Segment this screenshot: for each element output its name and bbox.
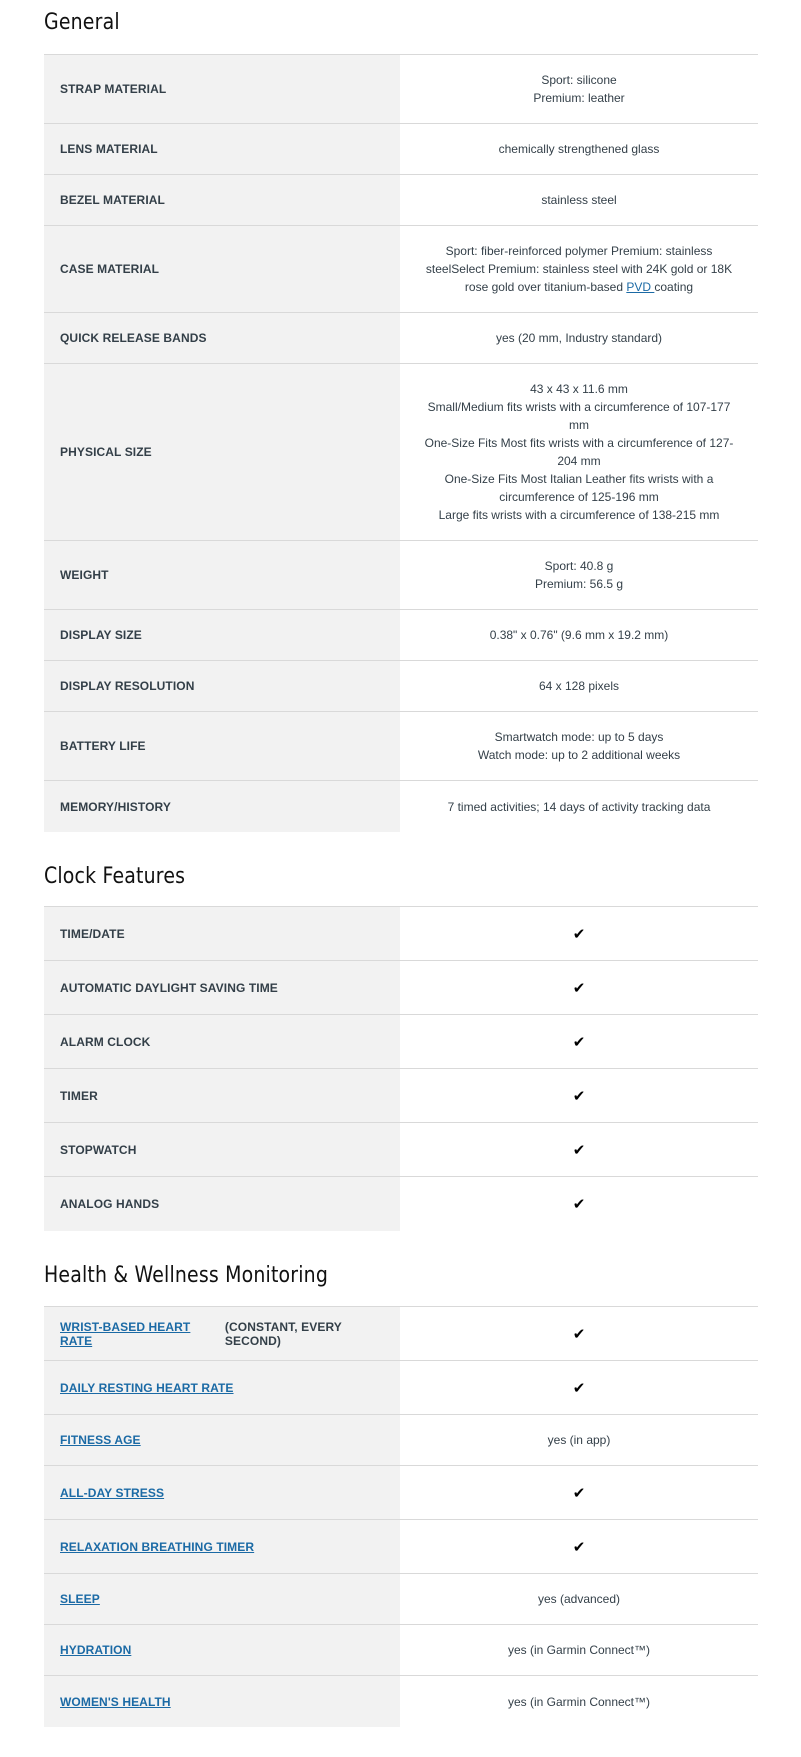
spec-value bbox=[400, 1361, 758, 1414]
hydration-link[interactable]: HYDRATION bbox=[60, 1643, 132, 1657]
spec-value bbox=[400, 961, 758, 1014]
value-line: yes (in Garmin Connect™) bbox=[507, 1694, 651, 1709]
spec-value bbox=[400, 541, 758, 609]
sleep-link[interactable]: SLEEP bbox=[60, 1592, 100, 1606]
value-line: 43 x 43 x 11.6 mm bbox=[530, 382, 628, 396]
check-icon: ✔ bbox=[572, 1483, 586, 1502]
check-icon: ✔ bbox=[572, 1195, 586, 1213]
spec-label: WEIGHT bbox=[44, 541, 400, 609]
value-text: rose gold over titanium-based bbox=[464, 280, 627, 294]
spec-label: LENS MATERIAL bbox=[44, 124, 400, 174]
value-line: Smartwatch mode: up to 5 days bbox=[494, 730, 664, 744]
spec-label bbox=[44, 1415, 400, 1465]
spec-label: CASE MATERIAL bbox=[44, 226, 400, 312]
value-line: yes (in app) bbox=[547, 1433, 611, 1447]
value-line: 64 x 128 pixels bbox=[538, 679, 620, 693]
check-icon: ✔ bbox=[572, 1378, 586, 1397]
table-row bbox=[44, 55, 758, 124]
spec-value bbox=[400, 313, 758, 363]
spec-label: BEZEL MATERIAL bbox=[44, 175, 400, 225]
pvd-link[interactable]: PVD bbox=[626, 280, 655, 294]
spec-value bbox=[400, 1676, 758, 1727]
spec-label bbox=[44, 1466, 400, 1519]
table-row bbox=[44, 1177, 758, 1231]
clock-section bbox=[44, 864, 758, 1213]
spec-value bbox=[400, 1177, 758, 1231]
spec-label: DISPLAY RESOLUTION bbox=[44, 661, 400, 711]
value-line: stainless steel bbox=[541, 193, 617, 207]
value-line: Sport: fiber-reinforced polymer Premium: stainless bbox=[445, 244, 713, 258]
value-line bbox=[465, 278, 693, 296]
health-heading: Health & Wellness Monitoring bbox=[44, 1263, 329, 1288]
value-line: Large fits wrists with a circumference of 138-215 mm bbox=[438, 508, 720, 522]
table-row bbox=[44, 1676, 758, 1727]
spec-value bbox=[400, 1069, 758, 1122]
spec-label: TIME/DATE bbox=[44, 907, 400, 960]
spec-label bbox=[44, 1307, 400, 1360]
all-day-stress-link[interactable]: ALL-DAY STRESS bbox=[60, 1485, 165, 1500]
table-row bbox=[44, 1015, 758, 1069]
spec-label: ALARM CLOCK bbox=[44, 1015, 400, 1068]
relaxation-timer-link[interactable]: RELAXATION BREATHING TIMER bbox=[60, 1539, 255, 1554]
resting-heart-rate-link[interactable]: DAILY RESTING HEART RATE bbox=[60, 1380, 234, 1395]
value-line: Watch mode: up to 2 additional weeks bbox=[477, 748, 681, 762]
table-row bbox=[44, 661, 758, 712]
health-table bbox=[44, 1306, 758, 1727]
spec-value bbox=[400, 364, 758, 540]
value-line: 0.38" x 0.76" (9.6 mm x 19.2 mm) bbox=[489, 628, 669, 642]
value-line: Sport: silicone bbox=[541, 73, 617, 87]
value-line: Premium: 56.5 g bbox=[534, 577, 624, 591]
spec-value bbox=[400, 175, 758, 225]
table-row bbox=[44, 1123, 758, 1177]
clock-heading: Clock Features bbox=[44, 864, 186, 889]
table-row bbox=[44, 907, 758, 961]
value-line: One-Size Fits Most fits wrists with a circumference of 127- bbox=[424, 436, 734, 450]
check-icon: ✔ bbox=[572, 1032, 586, 1051]
wrist-heart-rate-link[interactable]: WRIST-BASED HEART RATE bbox=[60, 1319, 191, 1348]
value-line: yes (in Garmin Connect™) bbox=[507, 1643, 651, 1657]
value-line: mm bbox=[569, 418, 589, 432]
spec-value bbox=[400, 661, 758, 711]
table-row bbox=[44, 1361, 758, 1415]
spec-value bbox=[400, 1415, 758, 1465]
table-row bbox=[44, 712, 758, 781]
spec-label: MEMORY/HISTORY bbox=[44, 781, 400, 832]
spec-value bbox=[400, 712, 758, 780]
table-row bbox=[44, 1520, 758, 1574]
value-text: coating bbox=[654, 280, 694, 294]
check-icon: ✔ bbox=[572, 1324, 586, 1343]
spec-label bbox=[44, 1574, 400, 1624]
spec-value bbox=[400, 1123, 758, 1176]
check-icon: ✔ bbox=[572, 1140, 586, 1159]
value-line: Premium: leather bbox=[533, 91, 625, 105]
value-line: One-Size Fits Most Italian Leather fits wrists with a bbox=[444, 472, 714, 486]
table-row bbox=[44, 961, 758, 1015]
check-icon: ✔ bbox=[572, 1537, 586, 1556]
spec-label: STRAP MATERIAL bbox=[44, 55, 400, 123]
spec-value bbox=[400, 1520, 758, 1573]
general-table bbox=[44, 54, 758, 832]
spec-value bbox=[400, 907, 758, 960]
spec-value bbox=[400, 1466, 758, 1519]
table-row bbox=[44, 1307, 758, 1361]
table-row bbox=[44, 610, 758, 661]
spec-label bbox=[44, 1625, 400, 1675]
label-suffix: (CONSTANT, EVERY SECOND) bbox=[224, 1319, 342, 1348]
spec-label: AUTOMATIC DAYLIGHT SAVING TIME bbox=[44, 961, 400, 1014]
spec-value bbox=[400, 1015, 758, 1068]
general-heading: General bbox=[44, 10, 120, 35]
spec-label: BATTERY LIFE bbox=[44, 712, 400, 780]
value-line: chemically strengthened glass bbox=[498, 142, 660, 156]
value-line: 204 mm bbox=[557, 454, 601, 468]
spec-label: ANALOG HANDS bbox=[44, 1177, 400, 1231]
table-row bbox=[44, 1625, 758, 1676]
fitness-age-link[interactable]: FITNESS AGE bbox=[60, 1433, 141, 1447]
table-row bbox=[44, 124, 758, 175]
check-icon: ✔ bbox=[572, 1086, 586, 1105]
table-row bbox=[44, 541, 758, 610]
spec-value bbox=[400, 124, 758, 174]
spec-label bbox=[44, 1676, 400, 1727]
table-row bbox=[44, 175, 758, 226]
table-row bbox=[44, 1069, 758, 1123]
spec-label: TIMER bbox=[44, 1069, 400, 1122]
table-row bbox=[44, 1466, 758, 1520]
clock-table bbox=[44, 906, 758, 1231]
spec-value bbox=[400, 226, 758, 312]
spec-value bbox=[400, 610, 758, 660]
womens-health-link[interactable]: WOMEN'S HEALTH bbox=[60, 1694, 171, 1709]
value-line: yes (20 mm, Industry standard) bbox=[495, 331, 663, 345]
spec-value bbox=[400, 781, 758, 832]
table-row bbox=[44, 226, 758, 313]
value-line: yes (advanced) bbox=[537, 1592, 621, 1606]
spec-label: PHYSICAL SIZE bbox=[44, 364, 400, 540]
spec-label: DISPLAY SIZE bbox=[44, 610, 400, 660]
table-row bbox=[44, 1574, 758, 1625]
table-row bbox=[44, 313, 758, 364]
health-section bbox=[44, 1263, 758, 1709]
spec-label bbox=[44, 1520, 400, 1573]
value-line: Small/Medium fits wrists with a circumference of 107-177 bbox=[427, 400, 731, 414]
table-row bbox=[44, 1415, 758, 1466]
table-row bbox=[44, 781, 758, 832]
check-icon: ✔ bbox=[572, 978, 586, 997]
spec-label bbox=[44, 1361, 400, 1414]
spec-label: STOPWATCH bbox=[44, 1123, 400, 1176]
spec-value bbox=[400, 55, 758, 123]
spec-value bbox=[400, 1307, 758, 1360]
value-line: steelSelect Premium: stainless steel with 24K gold or 18K bbox=[425, 262, 733, 276]
value-line: Sport: 40.8 g bbox=[544, 559, 614, 573]
spec-value bbox=[400, 1625, 758, 1675]
spec-label: QUICK RELEASE BANDS bbox=[44, 313, 400, 363]
spec-value bbox=[400, 1574, 758, 1624]
check-icon: ✔ bbox=[572, 924, 586, 943]
value-line: circumference of 125-196 mm bbox=[499, 490, 659, 504]
table-row bbox=[44, 364, 758, 541]
value-line: 7 timed activities; 14 days of activity tracking data bbox=[447, 799, 711, 814]
general-section bbox=[44, 10, 758, 814]
